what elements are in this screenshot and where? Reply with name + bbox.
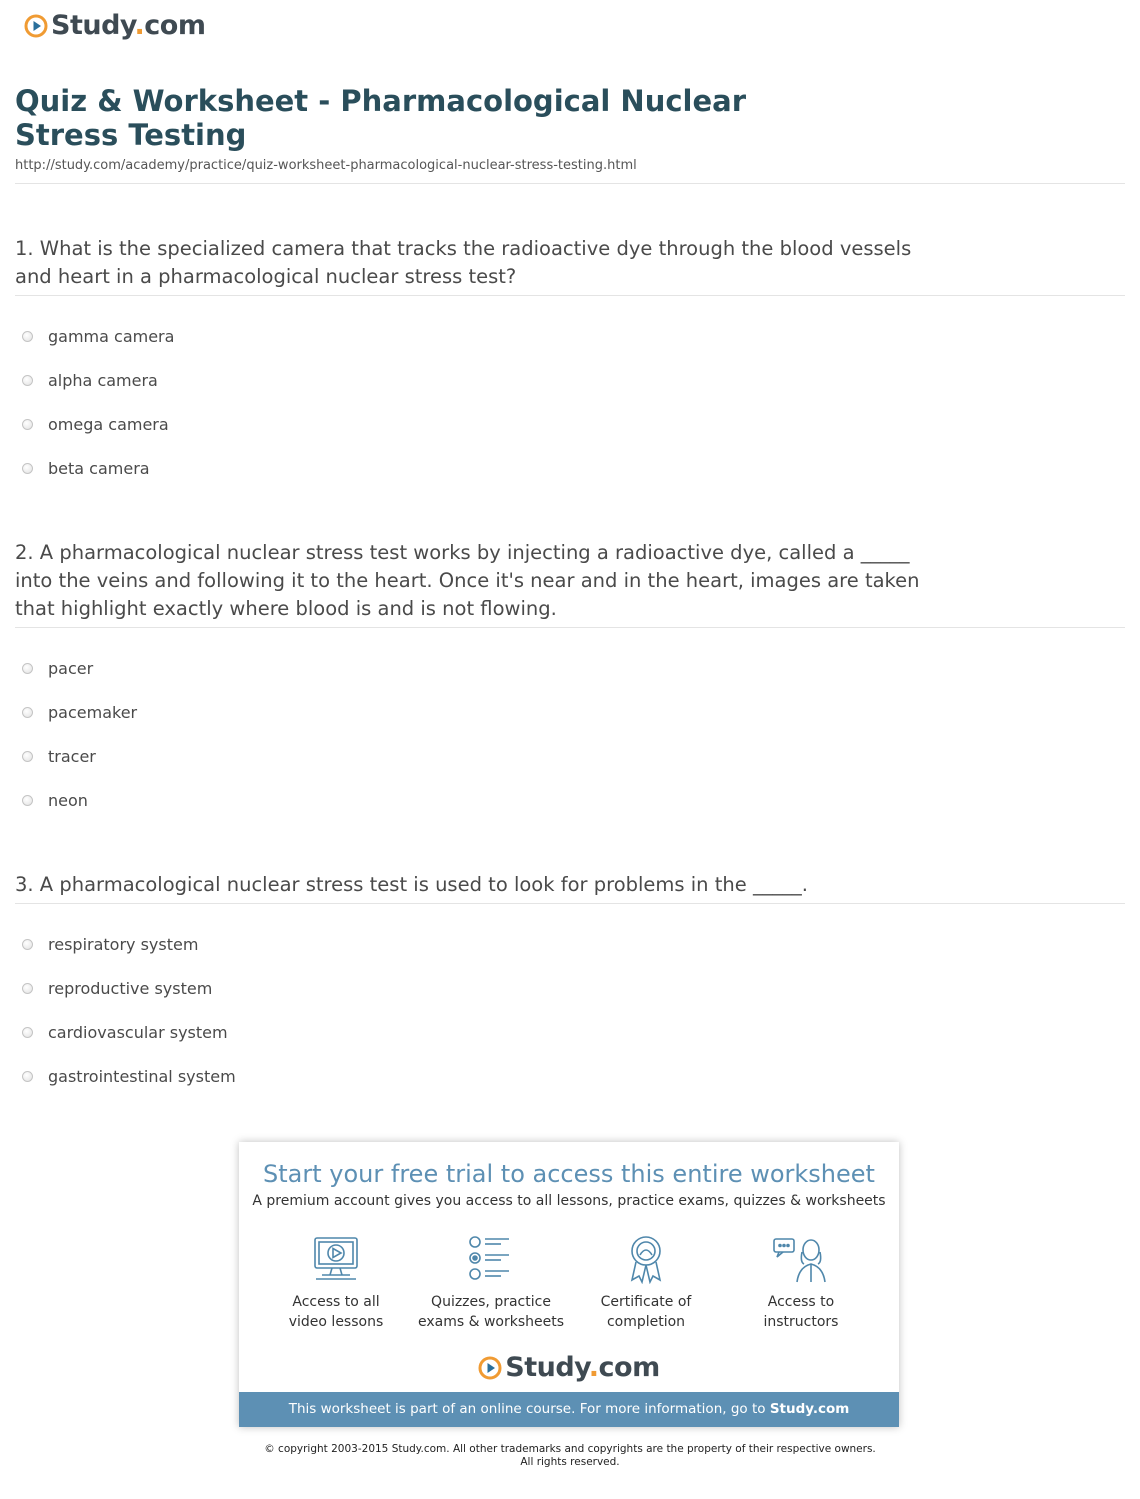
q3-option-3[interactable]: cardiovascular system bbox=[22, 1022, 228, 1042]
q3-option-1[interactable]: respiratory system bbox=[22, 934, 198, 954]
q3-option-2[interactable]: reproductive system bbox=[22, 978, 212, 998]
course-info-bar: This worksheet is part of an online course. For more information, go to Study.com bbox=[239, 1392, 899, 1427]
q2-option-2[interactable]: pacemaker bbox=[22, 702, 137, 722]
copyright-footer: © copyright 2003-2015 Study.com. All other trademarks and copyrights are the property of their respective owners. All rights reserved. bbox=[264, 1443, 876, 1468]
q1-option-2[interactable]: alpha camera bbox=[22, 370, 158, 390]
play-logo-icon bbox=[478, 1356, 502, 1380]
feature-video-lessons: Access to all video lessons bbox=[261, 1234, 411, 1332]
divider bbox=[15, 183, 1125, 184]
radio-button[interactable] bbox=[22, 1071, 33, 1082]
certificate-icon bbox=[620, 1234, 672, 1284]
promo-subtitle: A premium account gives you access to all lessons, practice exams, quizzes & worksheets bbox=[252, 1193, 886, 1209]
feature-quizzes: Quizzes, practice exams & worksheets bbox=[416, 1234, 566, 1332]
logo-wordmark: Study.com bbox=[505, 1352, 660, 1383]
radio-button[interactable] bbox=[22, 331, 33, 342]
study-link[interactable]: Study.com bbox=[769, 1401, 850, 1417]
q1-option-1[interactable]: gamma camera bbox=[22, 326, 174, 346]
play-logo-icon bbox=[24, 14, 48, 38]
radio-button[interactable] bbox=[22, 463, 33, 474]
free-trial-promo[interactable] bbox=[239, 1142, 899, 1427]
quiz-list-icon bbox=[465, 1234, 517, 1284]
q1-option-4[interactable]: beta camera bbox=[22, 458, 150, 478]
divider bbox=[15, 295, 1125, 296]
page-url: http://study.com/academy/practice/quiz-worksheet-pharmacological-nuclear-stress-testing.html bbox=[15, 158, 637, 173]
radio-button[interactable] bbox=[22, 707, 33, 718]
q1-option-3[interactable]: omega camera bbox=[22, 414, 169, 434]
feature-instructors: Access to instructors bbox=[726, 1234, 876, 1332]
video-lesson-icon bbox=[310, 1234, 362, 1284]
study-logo[interactable] bbox=[24, 10, 206, 41]
radio-button[interactable] bbox=[22, 1027, 33, 1038]
q2-option-4[interactable]: neon bbox=[22, 790, 88, 810]
logo-wordmark: Study.com bbox=[51, 10, 206, 41]
question-1: 1. What is the specialized camera that tracks the radioactive dye through the blood vessels and heart in a pharmacological nuclear stress test? bbox=[15, 237, 912, 288]
radio-button[interactable] bbox=[22, 375, 33, 386]
divider bbox=[15, 903, 1125, 904]
q3-option-4[interactable]: gastrointestinal system bbox=[22, 1066, 236, 1086]
page-title: Quiz & Worksheet - Pharmacological Nuclear Stress Testing bbox=[15, 84, 747, 152]
radio-button[interactable] bbox=[22, 939, 33, 950]
feature-certificate: Certificate of completion bbox=[571, 1234, 721, 1332]
promo-title: Start your free trial to access this entire worksheet bbox=[263, 1160, 875, 1188]
promo-study-logo[interactable] bbox=[239, 1352, 899, 1383]
radio-button[interactable] bbox=[22, 751, 33, 762]
radio-button[interactable] bbox=[22, 663, 33, 674]
question-3: 3. A pharmacological nuclear stress test is used to look for problems in the _____. bbox=[15, 873, 808, 896]
q2-option-3[interactable]: tracer bbox=[22, 746, 96, 766]
radio-button[interactable] bbox=[22, 795, 33, 806]
q2-option-1[interactable]: pacer bbox=[22, 658, 93, 678]
radio-button[interactable] bbox=[22, 983, 33, 994]
divider bbox=[15, 627, 1125, 628]
radio-button[interactable] bbox=[22, 419, 33, 430]
question-2: 2. A pharmacological nuclear stress test works by injecting a radioactive dye, called a _____ into the veins and following it to the heart. Once it's near and in the heart, images are taken that highlight exactly where blood is and is not flowing. bbox=[15, 541, 920, 620]
instructor-icon bbox=[771, 1234, 831, 1284]
